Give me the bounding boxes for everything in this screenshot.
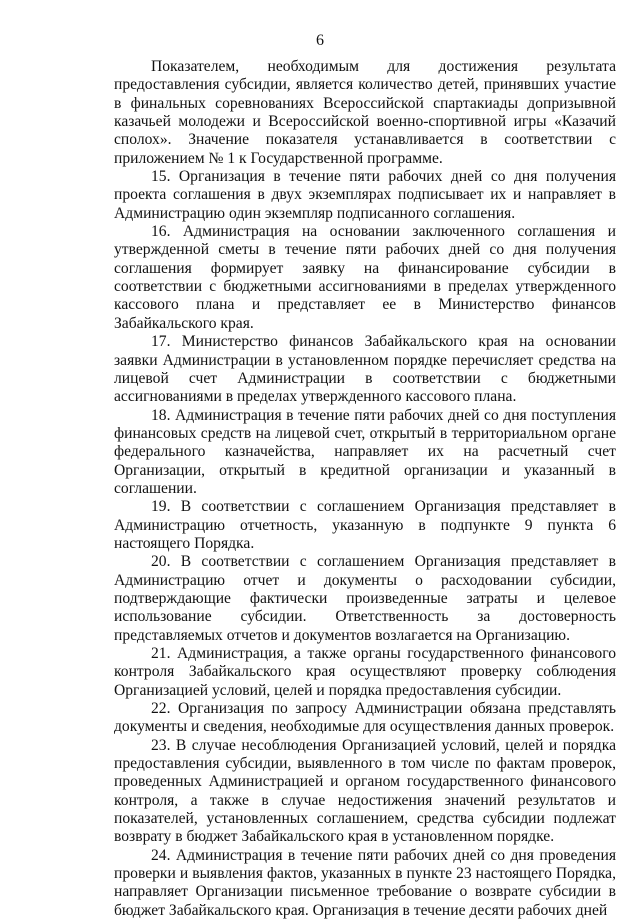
paragraph-24: 24. Администрация в течение пяти рабочих дней со дня проведения проверки и выявления фактов, указанных в пункте 23 настоящего Порядка, направляет Организации письменное требование о возврате субсидии в бюджет Забайкальского края. Организация в течение десяти рабочих дней [114,846,616,919]
paragraph-19: 19. В соответствии с соглашением Организация представляет в Администрацию отчетность, указанную в подпункте 9 пункта 6 настоящего Порядка. [114,498,616,552]
document-body [114,58,616,920]
paragraph-16: 16. Администрация на основании заключенного соглашения и утвержденной сметы в течение пяти рабочих дней со дня получения соглашения формирует заявку на финансирование субсидии в соответствии с бюджетными ассигнованиями в пределах утвержденного кассового плана и представляет ее в Министерство финансов Забайкальского края. [114,223,616,332]
page-number: 6 [316,32,324,49]
paragraph-22: 22. Организация по запросу Администрации обязана представлять документы и сведения, необходимые для осуществления данных проверок. [114,700,616,736]
paragraph-18: 18. Администрация в течение пяти рабочих дней со дня поступления финансовых средств на лицевой счет, открытый в территориальном органе федерального казначейства, направляет их на расчетный счет Организации, открытый в кредитной организации и указанный в соглашении. [114,406,616,497]
paragraph-20: 20. В соответствии с соглашением Организация представляет в Администрацию отчет и документы о расходовании субсидии, подтверждающие фактически произведенные затраты и целевое использование субсидии. Ответственность за достоверность представляемых отчетов и документов возлагается на Организацию. [114,553,616,644]
paragraph-result-indicator: Показателем, необходимым для достижения результата предоставления субсидии, является количество детей, принявших участие в финальных соревнованиях Всероссийской спартакиады допризывной казачьей молодежи и Всероссийской военно-спортивной игры «Казачий сполох». Значение показателя устанавливается в соответствии с приложением № 1 к Государственной программе. [114,58,616,167]
paragraph-23: 23. В случае несоблюдения Организацией условий, целей и порядка предоставления субсидии, выявленного в том числе по фактам проверок, проведенных Администрацией и органом государственного финансового контроля, а также в случае недостижения значений результатов и показателей, установленных соглашением, средства субсидии подлежат возврату в бюджет Забайкальского края в установленном порядке. [114,736,616,846]
paragraph-21: 21. Администрация, а также органы государственного финансового контроля Забайкальского края осуществляют проверку соблюдения Организацией условий, целей и порядка предоставления субсидии. [114,645,616,699]
paragraph-15: 15. Организация в течение пяти рабочих дней со дня получения проекта соглашения в двух экземплярах подписывает их и направляет в Администрацию один экземпляр подписанного соглашения. [114,168,616,222]
paragraph-17: 17. Министерство финансов Забайкальского края на основании заявки Администрации в установленном порядке перечисляет средства на лицевой счет Администрации в соответствии с бюджетными ассигнованиями в пределах утвержденного кассового плана. [114,333,616,406]
